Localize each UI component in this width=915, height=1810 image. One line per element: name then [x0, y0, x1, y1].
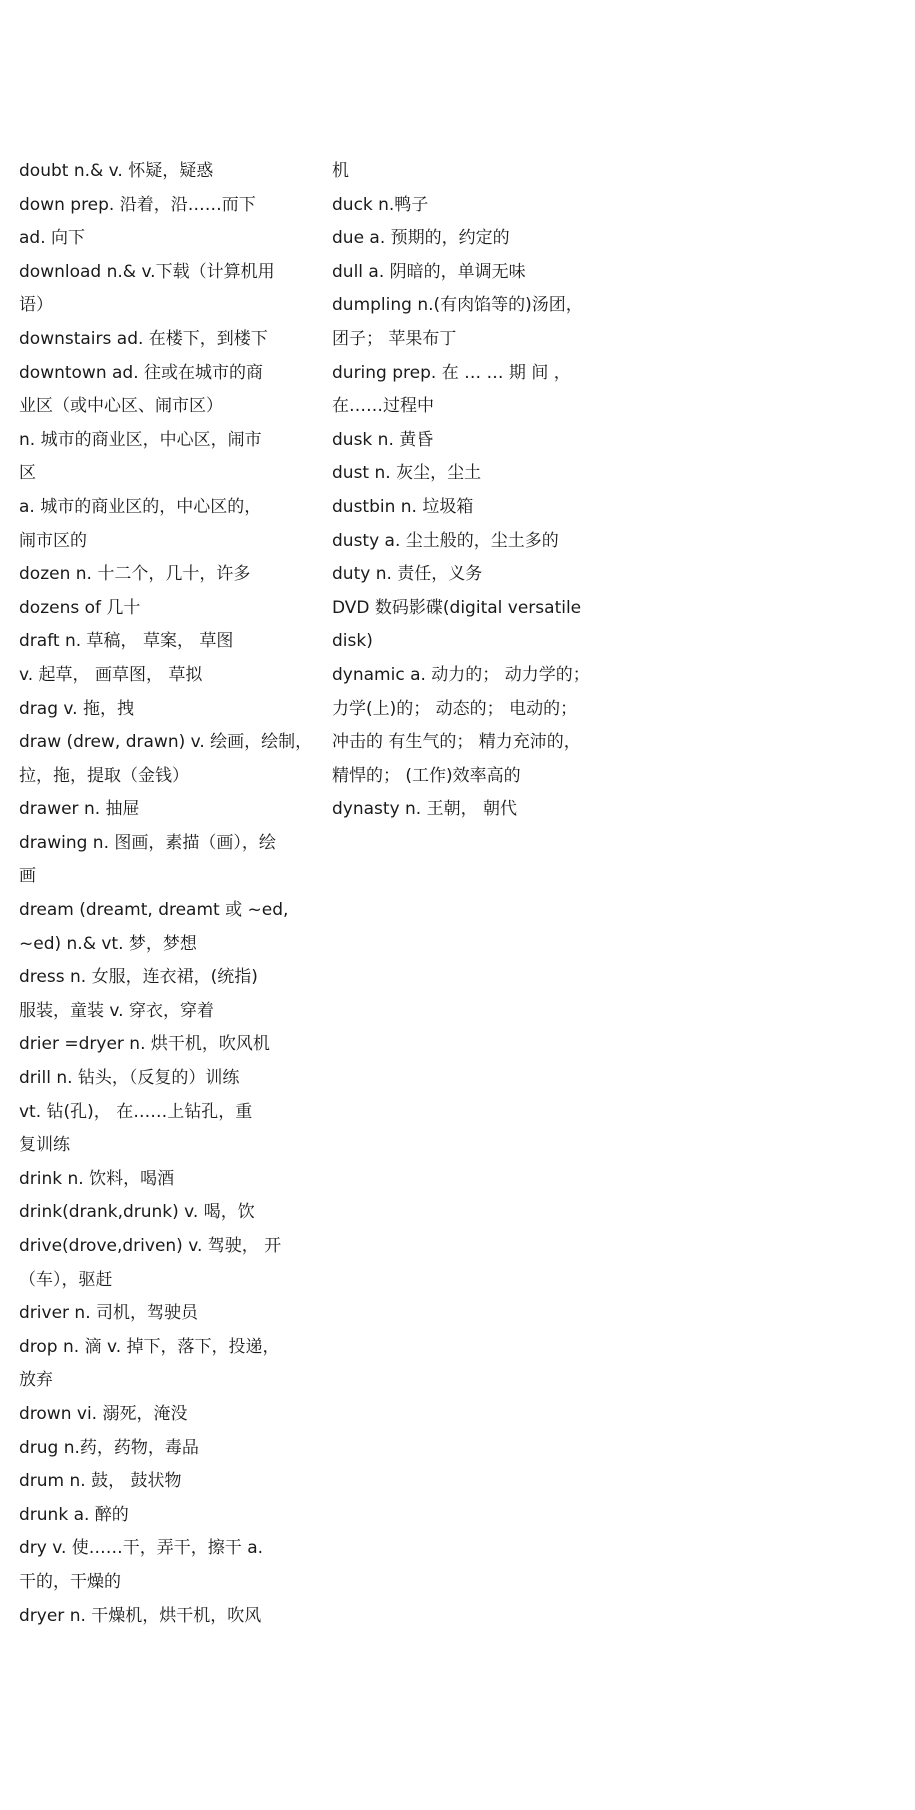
- vocab-line: during prep. 在 … … 期 间 ，: [332, 362, 571, 383]
- vocab-line: drill n. 钻头，（反复的）训练: [19, 1068, 240, 1089]
- vocab-line: dream (dreamt, dreamt 或 ~ed,: [19, 900, 289, 921]
- vocab-line: downtown ad. 往或在城市的商: [19, 362, 264, 383]
- vocab-line: drug n.药，药物，毒品: [19, 1437, 199, 1458]
- vocab-line: due a. 预期的，约定的: [332, 228, 510, 249]
- vocab-line: dusk n. 黄昏: [332, 429, 434, 450]
- vocab-line: dumpling n.(有肉馅等的)汤团，: [332, 295, 583, 316]
- vocab-line: DVD 数码影碟(digital versatile: [332, 597, 582, 618]
- vocab-line: doubt n.& v. 怀疑，疑惑: [19, 161, 214, 181]
- vocab-line: drawer n. 抽屉: [19, 799, 140, 820]
- vocab-line: drink n. 饮料，喝酒: [19, 1168, 175, 1189]
- vocab-line: dozens of 几十: [19, 597, 141, 618]
- vocab-line: drunk a. 醉的: [19, 1504, 129, 1525]
- vocab-line: 精悍的； (工作)效率高的: [332, 765, 521, 786]
- vocab-line: vt. 钻(孔)， 在……上钻孔，重: [19, 1101, 253, 1122]
- left-column: [19, 155, 313, 1633]
- vocab-line: 业区（或中心区、闹市区）: [19, 396, 223, 417]
- vocab-line: dryer n. 干燥机，烘干机，吹风: [19, 1605, 262, 1626]
- vocab-line: dress n. 女服，连衣裙，(统指): [19, 967, 258, 988]
- vocab-line: drown vi. 溺死，淹没: [19, 1403, 188, 1424]
- vocab-line: drop n. 滴 v. 掉下，落下，投递，: [19, 1336, 280, 1357]
- vocab-line: dynamic a. 动力的； 动力学的；: [332, 664, 590, 685]
- vocab-line: n. 城市的商业区，中心区，闹市: [19, 429, 262, 450]
- vocab-line: 闹市区的: [19, 530, 87, 551]
- vocab-line: duty n. 责任，义务: [332, 564, 483, 585]
- vocab-line: download n.& v.下载（计算机用: [19, 261, 275, 282]
- vocab-line: dynasty n. 王朝， 朝代: [332, 799, 518, 820]
- vocab-line: 拉，拖，提取（金钱）: [19, 765, 189, 786]
- vocab-line: 在……过程中: [332, 396, 434, 417]
- vocab-line: drawing n. 图画，素描（画），绘: [19, 832, 276, 853]
- vocab-line: 团子； 苹果布丁: [332, 328, 457, 349]
- vocab-line: drink(drank,drunk) v. 喝，饮: [19, 1202, 255, 1223]
- vocab-line: drag v. 拖，拽: [19, 698, 134, 719]
- vocab-line: （车），驱赶: [19, 1269, 113, 1290]
- vocab-line: draw (drew, drawn) v. 绘画，绘制，: [19, 732, 313, 753]
- vocab-line: dry v. 使……干，弄干，擦干 a.: [19, 1538, 264, 1559]
- vocab-line: dusty a. 尘土般的，尘土多的: [332, 530, 559, 551]
- vocab-line: 复训练: [19, 1135, 70, 1156]
- vocab-line: 力学(上)的； 动态的； 电动的；: [332, 698, 578, 719]
- vocab-line: dull a. 阴暗的，单调无味: [332, 261, 526, 282]
- vocab-line: dust n. 灰尘，尘土: [332, 463, 482, 484]
- vocab-line: ~ed) n.& vt. 梦，梦想: [19, 933, 197, 954]
- vocab-line: driver n. 司机，驾驶员: [19, 1303, 198, 1324]
- vocab-line: v. 起草， 画草图， 草拟: [19, 664, 203, 685]
- vocab-line: 区: [19, 463, 36, 484]
- vocab-line: a. 城市的商业区的，中心区的，: [19, 496, 262, 517]
- vocab-line: drive(drove,driven) v. 驾驶， 开: [19, 1236, 282, 1256]
- vocab-line: dozen n. 十二个，几十，许多: [19, 564, 251, 585]
- vocab-line: ad. 向下: [19, 228, 86, 249]
- vocab-line: drier =dryer n. 烘干机，吹风机: [19, 1034, 270, 1055]
- vocab-line: 冲击的 有生气的； 精力充沛的，: [332, 732, 581, 753]
- right-column: [332, 155, 632, 827]
- vocab-line: 画: [19, 866, 36, 887]
- vocab-line: drum n. 鼓， 鼓状物: [19, 1471, 182, 1492]
- vocab-line: downstairs ad. 在楼下，到楼下: [19, 328, 268, 349]
- vocab-line: duck n.鸭子: [332, 194, 429, 215]
- vocab-line: dustbin n. 垃圾箱: [332, 496, 474, 517]
- vocab-line: down prep. 沿着，沿……而下: [19, 194, 256, 215]
- vocab-line: 干的，干燥的: [19, 1571, 121, 1592]
- vocab-line: 语）: [19, 295, 53, 316]
- vocab-line: 服装，童装 v. 穿衣，穿着: [19, 1000, 214, 1021]
- vocab-line: 机: [332, 161, 349, 181]
- vocab-line: disk): [332, 631, 373, 652]
- vocab-line: 放弃: [19, 1370, 53, 1391]
- vocab-line: draft n. 草稿， 草案， 草图: [19, 631, 234, 652]
